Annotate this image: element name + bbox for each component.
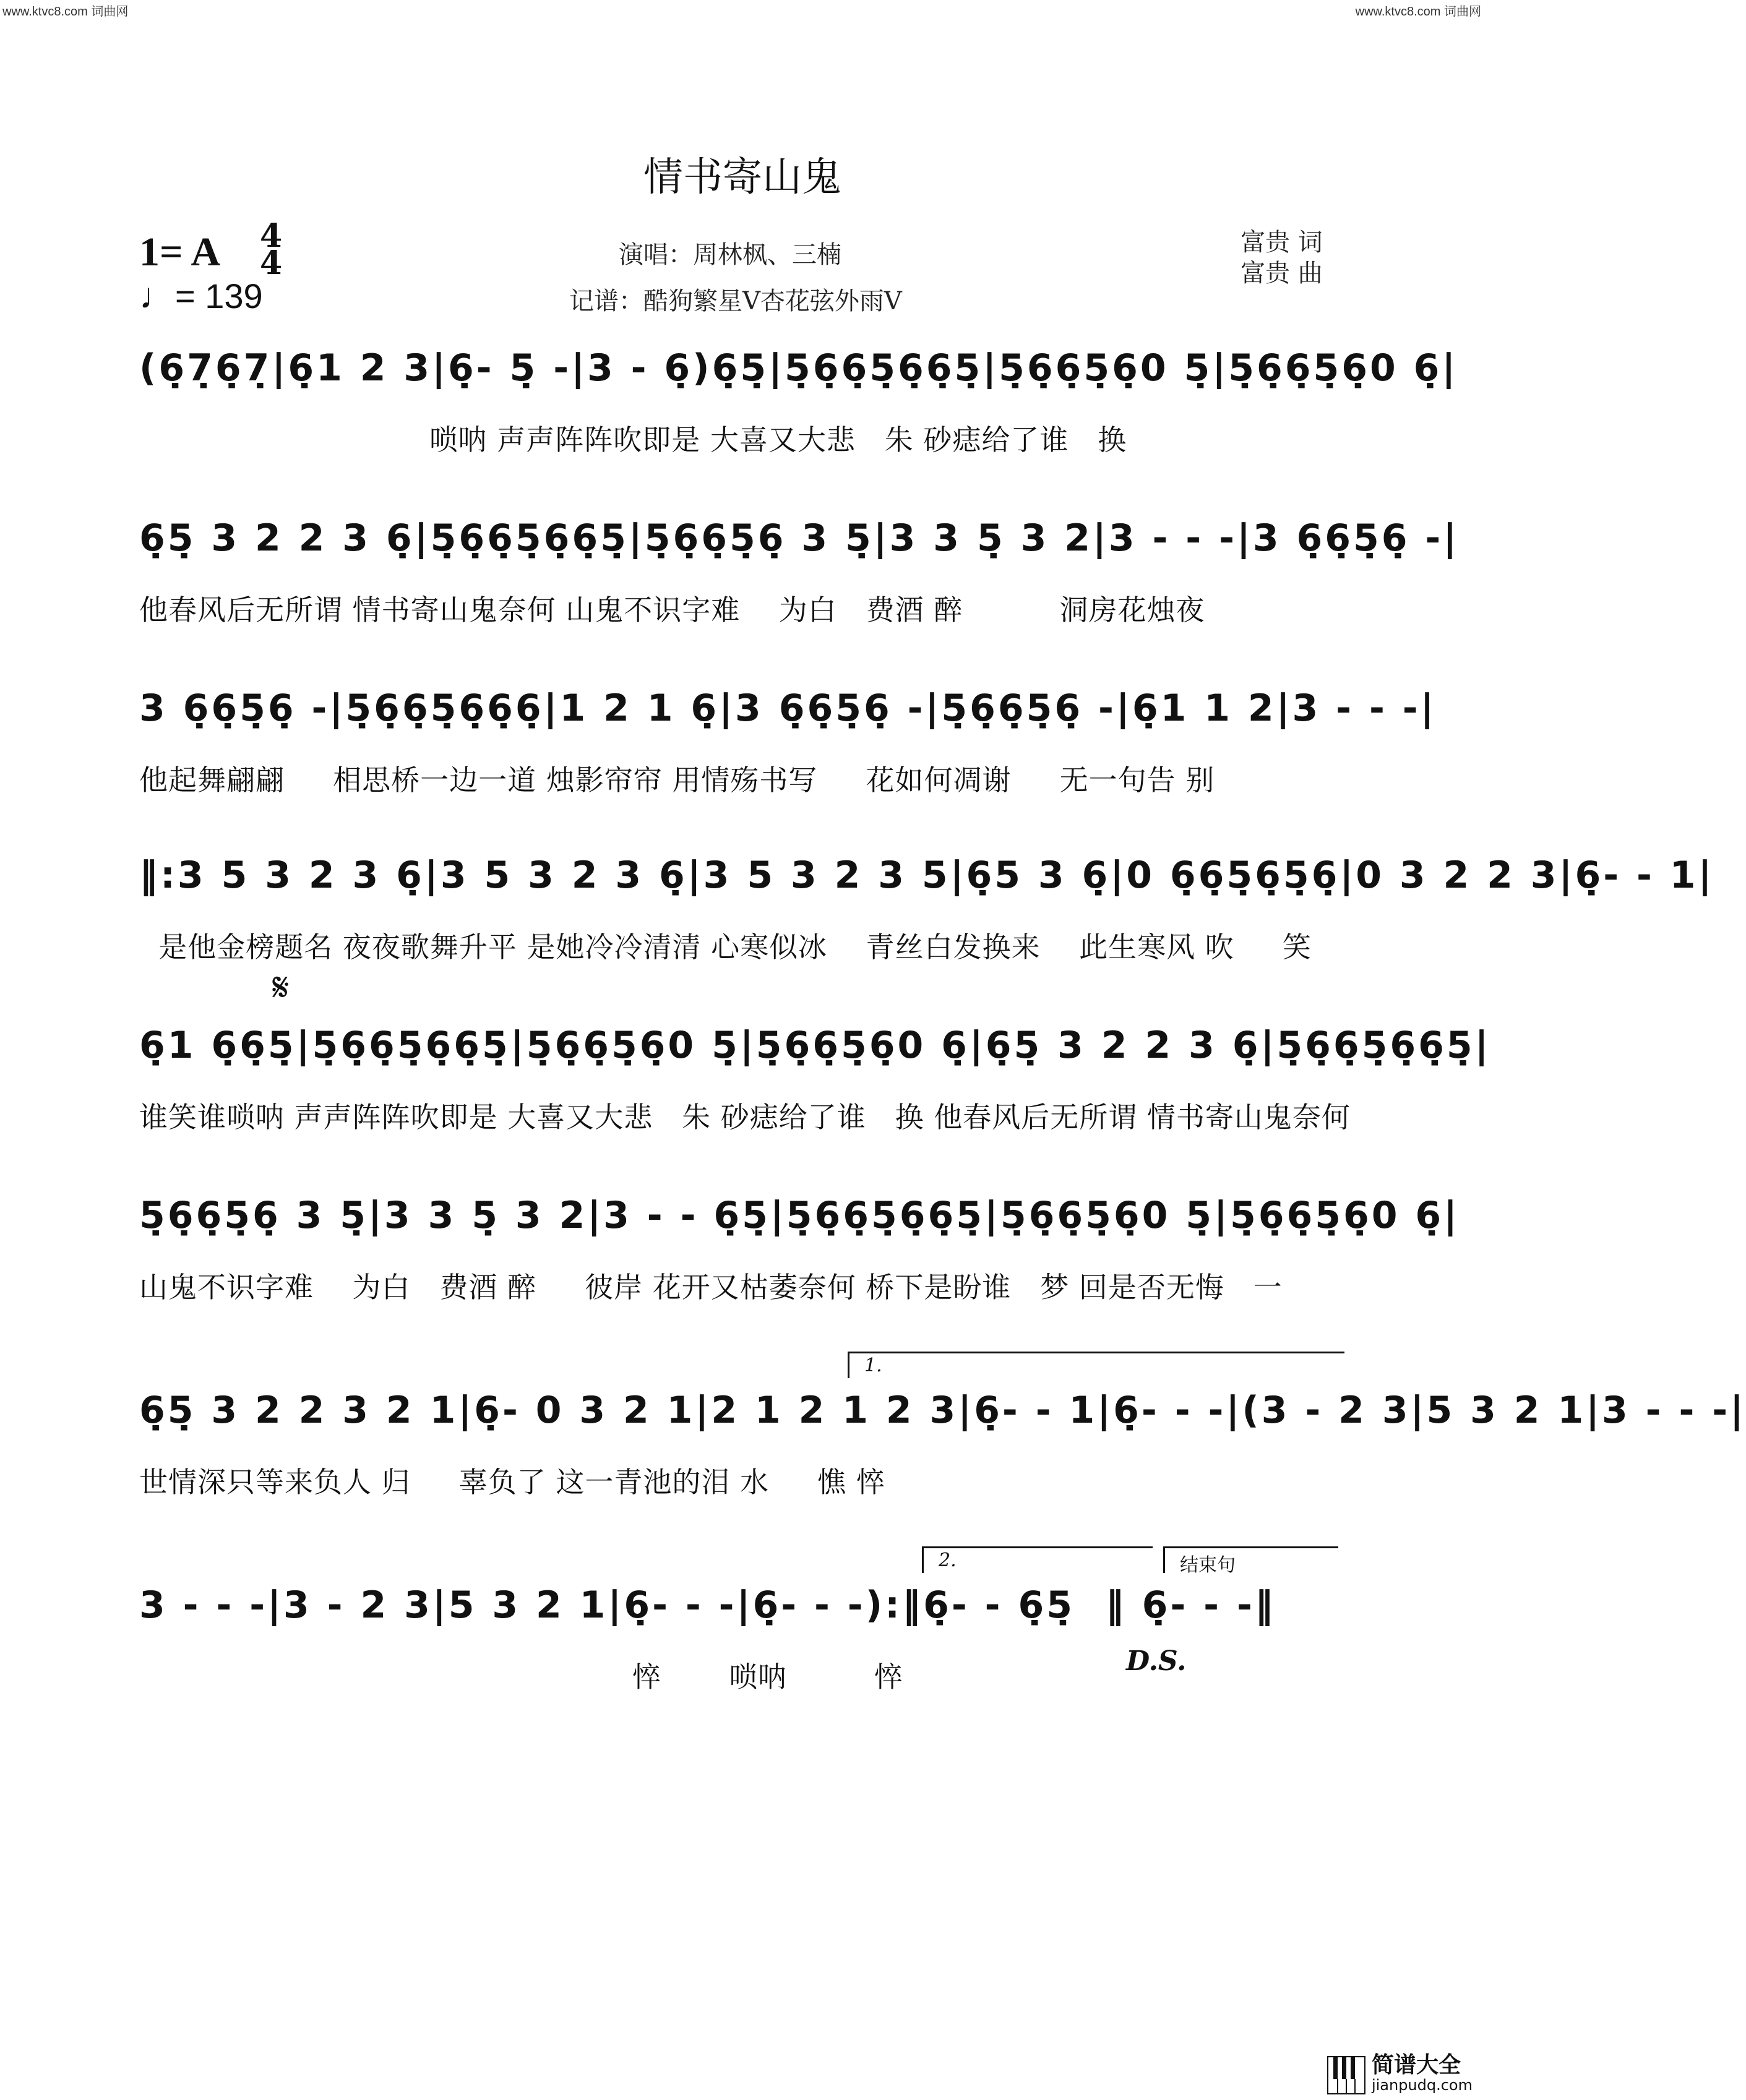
score-row-4 — [139, 854, 1714, 977]
ending-bracket: 结束句 — [1163, 1546, 1338, 1573]
score-row-3 — [139, 687, 1437, 810]
score-row-2 — [139, 516, 1460, 640]
transcriber-credit: 记谱：酷狗繁星V杏花弦外雨V — [569, 287, 902, 315]
composer-credit: 富贵 曲 — [1241, 259, 1323, 288]
notation-line: 3 - - -|3 - 2 3|5 3 2 1|6̣- - -|6̣- - -):‖6̣- - 6̣5̣ ‖ 6̣- - -‖ — [139, 1584, 1276, 1627]
tempo-marking: ♩= 139 — [139, 276, 263, 316]
piano-keys-icon — [1327, 2056, 1365, 2094]
lyrics-line: 悴 唢呐 悴 — [139, 1660, 903, 1694]
notation-line: ‖:3 5 3 2 3 6̣|3 5 3 2 3 6̣|3 5 3 2 3 5|6̣5 3 6̣|0 6̣6̣5̣6̣5̣6̣|0 3 2 2 3|6̣- - 1| — [139, 854, 1714, 897]
notation-line: (6̣7̣6̣7̣|6̣1 2 3|6̣- 5̣ -|3 - 6̣)6̣5̣|5̣6̣6̣5̣6̣6̣5̣|5̣6̣6̣5̣6̣0 5̣|5̣6̣6̣5̣6̣0 6̣| — [139, 346, 1458, 390]
time-signature: 4 4 — [260, 217, 283, 282]
score-row-7 — [139, 1389, 1746, 1512]
notation-line: 3 6̣6̣5̣6̣ -|5̣6̣6̣5̣6̣6̣6̣|1 2 1 6̣|3 6̣6̣5̣6̣ -|5̣6̣6̣5̣6̣ -|6̣1 1 2|3 - - -| — [139, 687, 1437, 730]
first-ending-bracket: 1. — [848, 1352, 1344, 1378]
site-watermark-right: www.ktvc8.com 词曲网 — [1355, 5, 1481, 19]
notation-line: 6̣1 6̣6̣5̣|5̣6̣6̣5̣6̣6̣5̣|5̣6̣6̣5̣6̣0 5̣|5̣6̣6̣5̣6̣0 6̣|6̣5̣ 3 2 2 3 6̣|5̣6̣6̣5̣6̣6̣5̣| — [139, 1024, 1491, 1067]
lyrics-line: 他起舞翩翩 相思桥一边一道 烛影帘帘 用情殇书写 花如何凋谢 无一句告 别 — [139, 763, 1215, 797]
notation-line: 5̣6̣6̣5̣6̣ 3 5̣|3 3 5̣ 3 2|3 - - 6̣5̣|5̣6̣6̣5̣6̣6̣5̣|5̣6̣6̣5̣6̣0 5̣|5̣6̣6̣5̣6̣0 6̣| — [139, 1194, 1460, 1237]
quarter-note-icon: ♩ — [139, 276, 175, 316]
second-ending-bracket: 2. — [922, 1546, 1153, 1573]
site-watermark-left: www.ktvc8.com 词曲网 — [2, 5, 129, 19]
score-row-6 — [139, 1194, 1460, 1318]
lyrics-line: 山鬼不识字难 为白 费酒 醉 彼岸 花开又枯萎奈何 桥下是盼谁 梦 回是否无悔 一 — [139, 1271, 1283, 1304]
lyrics-line: 是他金榜题名 夜夜歌舞升平 是她冷冷清清 心寒似冰 青丝白发换来 此生寒风 吹 笑 — [139, 930, 1312, 964]
song-title: 情书寄山鬼 — [643, 155, 841, 200]
notation-line: 6̣5̣ 3 2 2 3 6̣|5̣6̣6̣5̣6̣6̣5̣|5̣6̣6̣5̣6̣ 3 5̣|3 3 5̣ 3 2|3 - - -|3 6̣6̣5̣6̣ -| — [139, 516, 1460, 560]
score-row-1 — [139, 346, 1458, 470]
score-row-5 — [139, 1024, 1491, 1147]
lyrics-line: 谁笑谁唢呐 声声阵阵吹即是 大喜又大悲 朱 砂痣给了谁 换 他春风后无所谓 情书寄山鬼奈何 — [139, 1100, 1351, 1134]
segno-sign: 𝄋 — [272, 965, 290, 1011]
notation-line: 6̣5̣ 3 2 2 3 2 1|6̣- 0 3 2 1|2 1 2 1 2 3|6̣- - 1|6̣- - -|(3 - 2 3|5 3 2 1|3 - - -| — [139, 1389, 1746, 1432]
lyrics-line: 他春风后无所谓 情书寄山鬼奈何 山鬼不识字难 为白 费酒 醉 洞房花烛夜 — [139, 593, 1205, 627]
dal-segno-marking: D.S. — [1126, 1645, 1187, 1677]
lyrics-line: 唢呐 声声阵阵吹即是 大喜又大悲 朱 砂痣给了谁 换 — [139, 423, 1127, 456]
singer-credit: 演唱：周林枫、三楠 — [619, 241, 841, 269]
lyricist-credit: 富贵 词 — [1241, 228, 1323, 257]
lyrics-line: 世情深只等来负人 归 辜负了 这一青池的泪 水 憔 悴 — [139, 1465, 885, 1499]
key-signature: 1= A — [139, 229, 221, 275]
site-logo: 简谱大全 jianpudq.com — [1327, 2055, 1473, 2095]
